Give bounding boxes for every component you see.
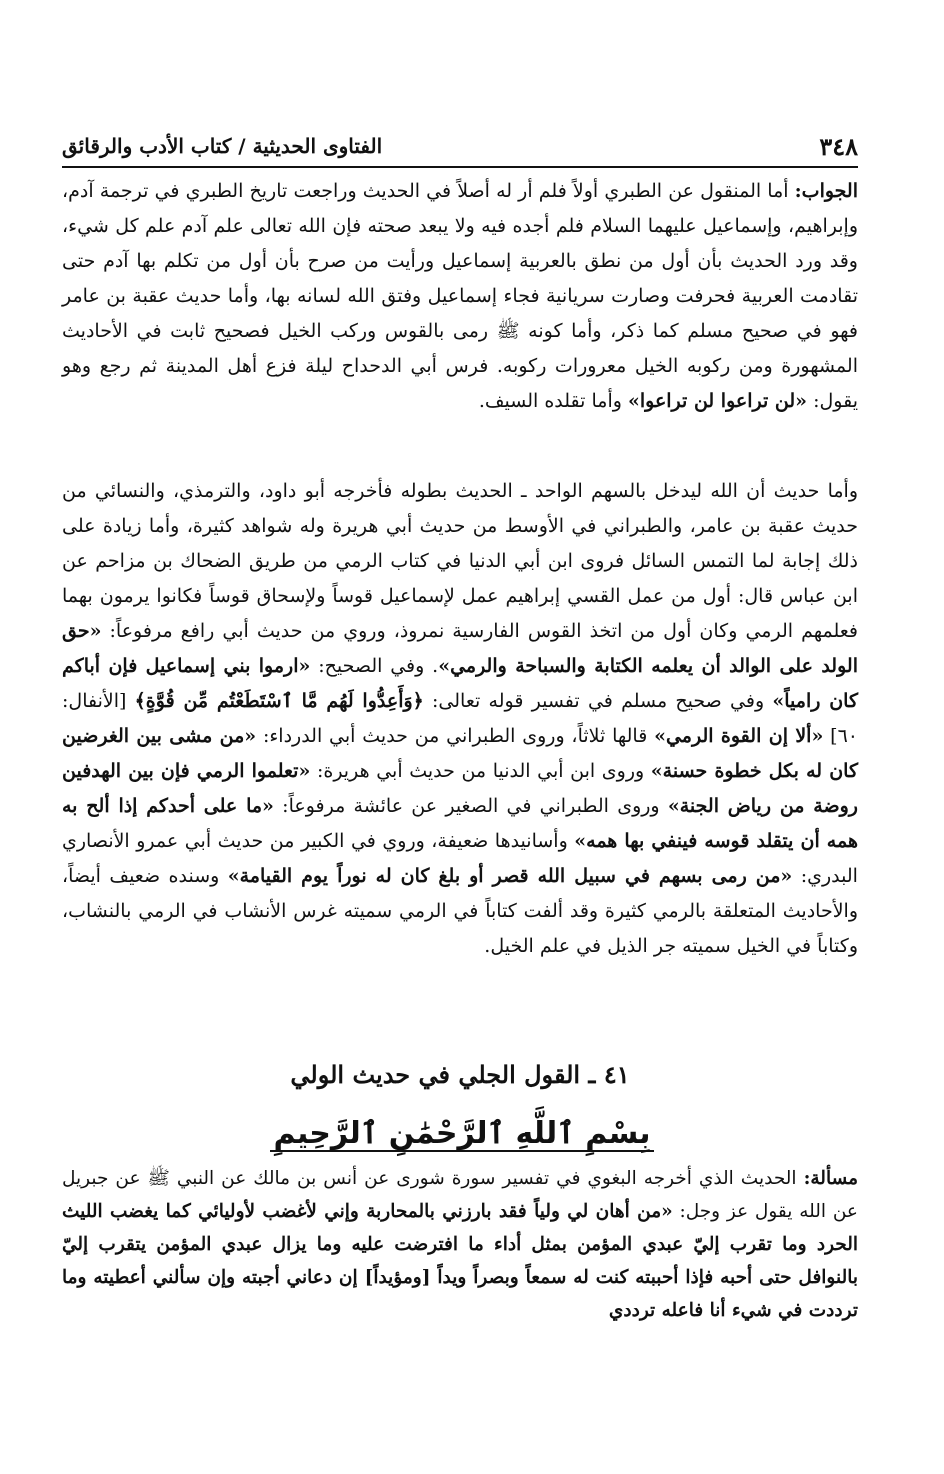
basmala: [240, 1108, 684, 1158]
masala-text: الحديث الذي أخرجه البغوي في تفسير سورة شورى عن أنس بن مالك عن النبي ﷺ عن جبريل عن الله يقول عز وجل:: [62, 1168, 858, 1222]
hadith-text: . وفي الصحيح:: [318, 655, 439, 677]
hadith-text: وأما حديث أن الله ليدخل بالسهم الواحد ـ الحديث بطوله فأخرجه أبو داود، والترمذي، والنسائي من حديث عقبة بن عامر، والطبراني في الأوسط من حديث أبي هريرة وله شواهد كثيرة، وأما زيادة على ذلك إجابة لما التمس السائل فروى ابن أبي الدنيا في كتاب الرمي من طريق الضحاك بن مزاحم عن ابن عباس قال: أول من عمل القسي إبراهيم عمل لإسماعيل قوساً ولإسحاق قوساً فكانوا يرمون بهما فعلمهم الرمي وكان أول من اتخذ القوس الفارسية نمروذ، وروي من حديث أبي رافع مرفوعاً:: [62, 480, 858, 642]
section-title: ٤١ ـ القول الجلي في حديث الولي: [290, 1060, 630, 1089]
hadith-quote: «حق الولد على الوالد أن يعلمه الكتابة والسباحة والرمي»: [62, 620, 858, 677]
hadith-quote: «من رمى بسهم في سبيل الله قصر أو بلغ كان له نوراً يوم القيامة»: [227, 865, 793, 887]
hadith-text: وأسانيدها ضعيفة، وروي في الكبير من حديث أبي عمرو الأنصاري البدري:: [62, 830, 858, 887]
masala-quote: «من أهان لي ولياً فقد بارزني بالمحاربة وإني لأغضب لأوليائي كما يغضب الليث الحرد وما تقرب إليّ عبدي المؤمن بمثل أداء ما افترضت عليه وما يزال عبدي المؤمن يتقرب إليّ بالنوافل حتى أحبه فإذا أحببته كنت له سمعاً وبصراً ويداً [ومؤيداً] إن دعاني أجبته وإن سألني أعطيته وما ترددت في شيء أنا فاعله ترددي: [62, 1201, 858, 1321]
hadith-quote: «ارموا بني إسماعيل فإن أباكم كان رامياً»: [62, 655, 859, 712]
hadith-quote: «تعلموا الرمي فإن بين الهدفين روضة من رياض الجنة»: [62, 760, 858, 817]
masala-label: مسألة:: [803, 1168, 858, 1189]
hadith-text: وروى ابن أبي الدنيا من حديث أبي هريرة:: [316, 760, 645, 782]
hadith-text: وفي صحيح مسلم في تفسير قوله تعالى:: [432, 690, 765, 712]
hadith-text: وروى الطبراني في الصغير عن عائشة مرفوعاً:: [282, 795, 660, 817]
answer-tail: وأما تقلده السيف.: [478, 390, 622, 412]
hadith-quote: «ألا إن القوة الرمي»: [654, 725, 824, 747]
hadith-quote: «من مشى بين الغرضين كان له بكل خطوة حسنة»: [62, 725, 859, 782]
hadith-text: قالها ثلاثاً، وروى الطبراني من حديث أبي الدرداء:: [262, 725, 648, 747]
quran-verse: ﴿وَأَعِدُّوا لَهُم مَّا ٱسْتَطَعْتُم مِّن قُوَّةٍ﴾: [134, 690, 424, 712]
hadith-quote: «ما على أحدكم إذا ألح به همه أن يتقلد قوسه فينفي بها همه»: [62, 795, 858, 852]
basmala-text: بِسْمِ ٱللَّهِ ٱلرَّحْمَٰنِ ٱلرَّحِيمِ: [273, 1115, 651, 1151]
basmala-underline: [270, 1150, 654, 1152]
verse-reference: [الأنفال: ٦٠]: [62, 690, 858, 747]
answer-label: الجواب:: [794, 180, 858, 202]
hadith-paragraph: [62, 474, 858, 964]
page-number: ٣٤٨: [819, 131, 858, 161]
answer-text: أما المنقول عن الطبري أولاً فلم أر له أصلاً في الحديث وراجعت تاريخ الطبري في ترجمة آدم، وإبراهيم، وإسماعيل عليهما السلام فلم أجده فيه ولا يبعد صحته فإن الله تعالى علم آدم علم كل شيء، وقد ورد الحديث بأن أول من نطق بالعربية إسماعيل ورأيت من صرح بأن أول من تكلم بها آدم حتى تقادمت العربية فحرفت وصارت سريانية فجاء إسماعيل وفتق الله لسانه بها، وأما حديث عقبة بن عامر فهو في صحيح مسلم كما ذكر، وأما كونه ﷺ رمى بالقوس وركب الخيل فصحيح ثابت في الأحاديث المشهورة ومن ركوبه الخيل معرورات ركوبه. فرس أبي الدحداح ليلة فزع أهل المدينة ثم رجع وهو يقول:: [62, 180, 858, 412]
masala-paragraph: [62, 1162, 858, 1327]
answer-quote: «لن تراعوا لن تراعوا»: [627, 390, 808, 412]
page-header: [62, 126, 858, 168]
answer-paragraph: [62, 174, 858, 419]
running-title: الفتاوى الحديثية / كتاب الأدب والرقائق: [62, 134, 383, 158]
hadith-text: وسنده ضعيف أيضاً، والأحاديث المتعلقة بالرمي كثيرة وقد ألفت كتاباً في الرمي سميته غرس الأنشاب في الرمي بالنشاب، وكتاباً في الخيل سميته جر الذيل في علم الخيل.: [62, 865, 858, 957]
